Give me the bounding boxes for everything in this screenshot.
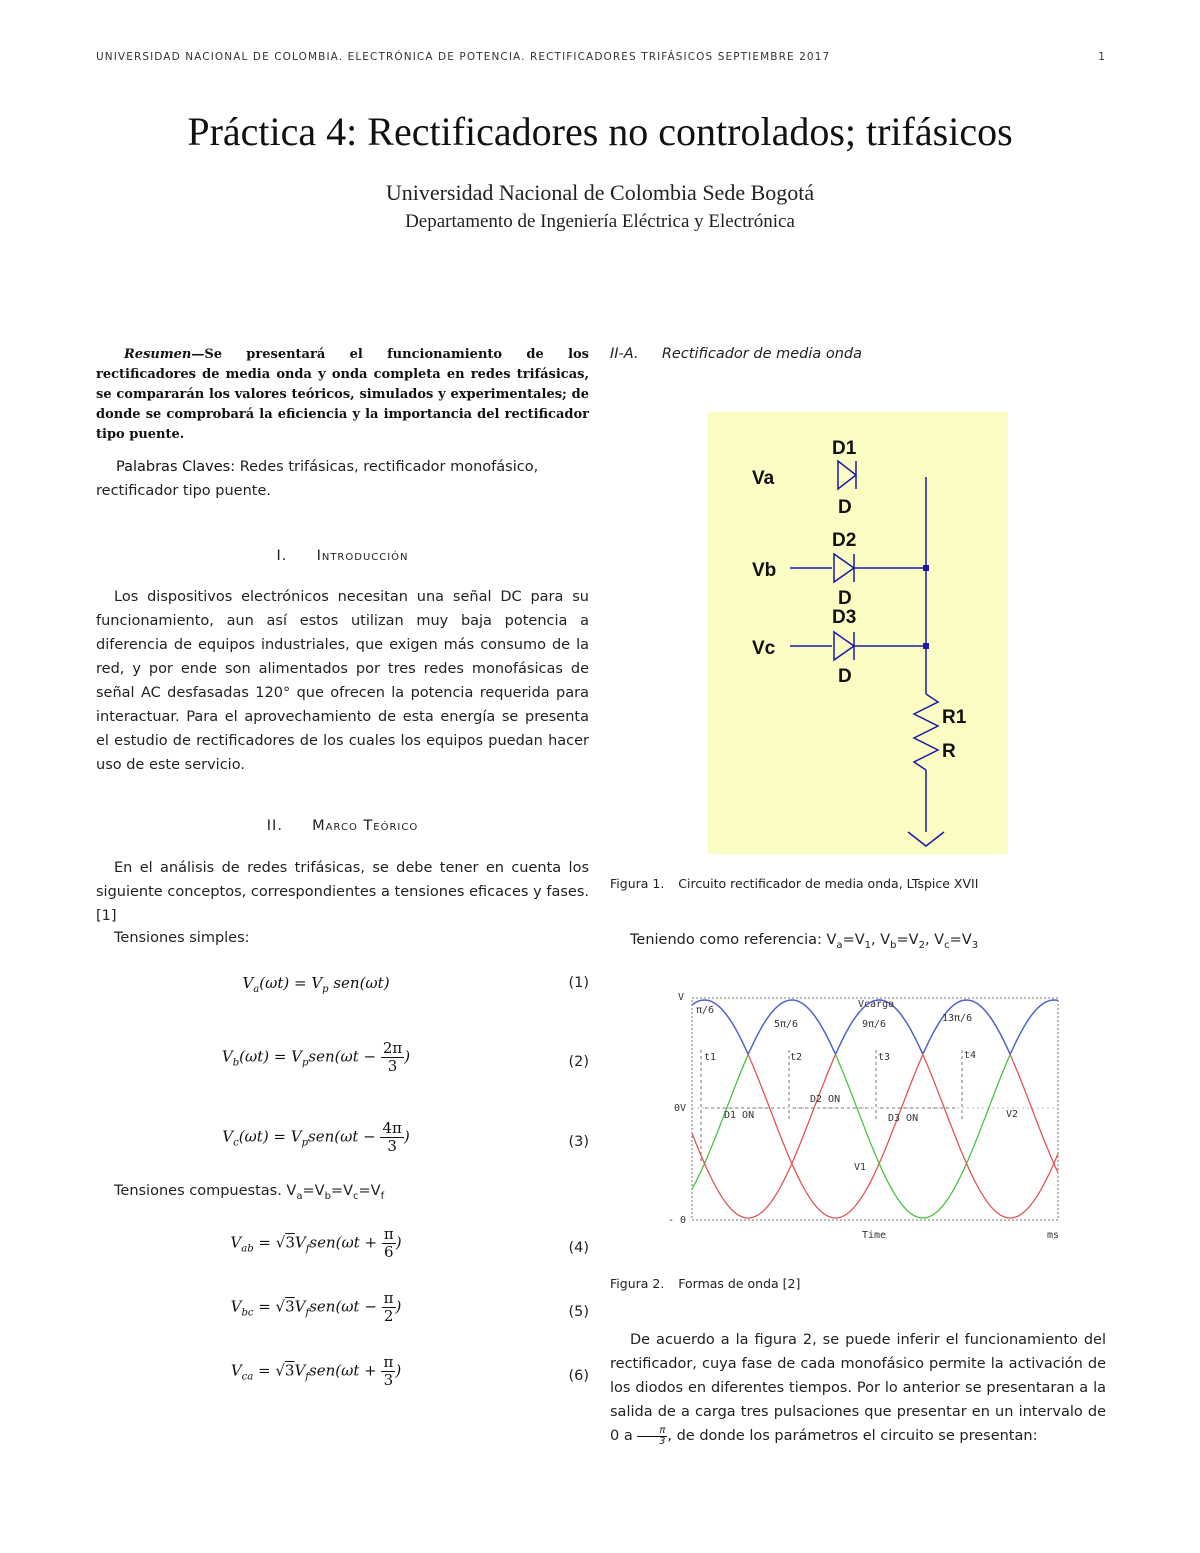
abstract-label: Resumen <box>124 347 192 362</box>
subsection-title: Rectificador de media onda <box>661 346 863 362</box>
subsection-label: II-A. <box>610 346 639 362</box>
compound-voltages-label: Tensiones compuestas. $V_a=V_b=V_c=V_f$ <box>114 1183 385 1202</box>
t1-label: t1 <box>704 1052 717 1063</box>
equation-3: $V_c(\omega t) = V_psen(\omega t$ − $\frac{4\pi}{3}$ ) (3) <box>222 1119 589 1155</box>
angle-label-1: π/6 <box>696 1005 715 1016</box>
running-head-text: UNIVERSIDAD NACIONAL DE COLOMBIA. ELECTRÓNICA DE POTENCIA. RECTIFICADORES TRIFÁSICOS SEPTIEMBRE 2017 <box>96 51 831 63</box>
abstract <box>96 345 589 445</box>
x-end-label: ms <box>1047 1230 1060 1241</box>
label-d1-model: D <box>838 497 852 518</box>
affiliation-university: Universidad Nacional de Colombia Sede Bogotá <box>385 180 815 205</box>
waveform-svg <box>660 990 1070 1250</box>
label-d3-model: D <box>838 666 852 687</box>
t2-label: t2 <box>790 1052 803 1063</box>
ground-symbol <box>908 832 944 846</box>
figure2-caption-label: Figura 2. <box>610 1276 665 1291</box>
resistor-symbol <box>914 694 938 770</box>
plot-frame <box>692 998 1058 1220</box>
diode-d3-symbol <box>834 632 854 660</box>
y-mid-label: 0V <box>674 1103 687 1114</box>
equation-number: (5) <box>568 1304 589 1320</box>
figure2-caption-text: Formas de onda [2] <box>678 1276 801 1291</box>
label-r: R <box>942 741 956 762</box>
wave-v3 <box>692 1000 1058 1218</box>
section-heading-marco-teorico <box>96 818 589 834</box>
label-vc: Vc <box>752 638 776 659</box>
keywords-text: Redes trifásicas, rectificador monofásico, rectificador tipo puente. <box>96 459 539 499</box>
junction-dot <box>923 565 929 571</box>
equation-number: (4) <box>568 1240 589 1256</box>
v1-label: V1 <box>854 1162 867 1173</box>
section-number: I. <box>276 548 288 564</box>
d3-on-label: D3 ON <box>888 1113 919 1124</box>
label-va: Va <box>752 468 775 489</box>
right-paragraph-end: , de donde los parámetros el circuito se presentan: <box>667 1428 1038 1444</box>
figure1-caption <box>610 876 978 891</box>
wave-v1 <box>692 1000 1058 1218</box>
keywords <box>96 455 589 503</box>
equation-2: $V_b(\omega t) = V_psen(\omega t$ − $\frac{2\pi}{3}$ ) (2) <box>221 1039 589 1075</box>
t3-label: t3 <box>878 1052 891 1063</box>
label-d3: D3 <box>832 607 857 628</box>
label-d2-model: D <box>838 588 852 609</box>
label-d2: D2 <box>832 530 857 551</box>
circuit-figure <box>708 412 1008 854</box>
y-bottom-label: - 0 <box>668 1215 687 1226</box>
affiliation-department: Departamento de Ingeniería Eléctrica y Electrónica <box>405 211 795 232</box>
d1-on-label: D1 ON <box>724 1110 755 1121</box>
junction-dot <box>923 643 929 649</box>
label-vb: Vb <box>752 560 777 581</box>
keywords-label: Palabras Claves: <box>116 459 236 475</box>
simple-voltages-label: Tensiones simples: <box>114 930 250 946</box>
diode-d2-symbol <box>834 554 854 582</box>
subsection-heading <box>610 346 862 362</box>
running-head <box>96 51 1106 63</box>
equation-number: (6) <box>568 1368 589 1384</box>
intro-paragraph: Los dispositivos electrónicos necesitan una señal DC para su funcionamiento, aun así estos utilizan muy baja potencia a diferencia de equipos industriales, que exigen más consumo de la red, y por ende son alimentados por tres redes monofásicas de señal AC desfasadas 120° que ofrecen la potencia requerida para interactuar. Para el aprovechamiento de esta energía se presenta el estudio de rectificadores de los cuales los equipos puedan hacer uso de este servicio. <box>96 589 589 773</box>
abstract-text: —Se presentará el funcionamiento de los rectificadores de media onda y onda completa en redes trifásicas, se compararán los valores teóricos, simulados y experimentales; de donde se comprobará la eficiencia y la importancia del rectificador tipo puente. <box>96 347 589 442</box>
compound-label-start: Tensiones compuestas. V <box>114 1183 297 1199</box>
vcarga-label: Vcarga <box>858 999 895 1010</box>
figure2-caption <box>610 1276 800 1291</box>
label-d1: D1 <box>832 438 857 459</box>
equation-number: (2) <box>568 1054 589 1070</box>
x-axis-label: Time <box>862 1230 887 1241</box>
figure1-caption-text: Circuito rectificador de media onda, LTspice XVII <box>678 876 979 891</box>
equation-6: $V_{ca} = √3V_fsen(\omega t$ + $\frac{\pi}{3}$ ) (6) <box>230 1353 589 1389</box>
right-paragraph: De acuerdo a la figura 2, se puede inferir el funcionamiento del rectificador, cuya fase de cada monofásico permite la activación de los diodos en diferentes tiempos. Por lo anterior se presentaran a la salida de a carga tres pulsaciones que presentar en un intervalo de 0 a $\frac{\pi}{3}$ , de donde los parámetros el circuito se presentan: <box>610 1332 1106 1447</box>
section-heading-introduccion <box>96 548 589 564</box>
equation-4: $V_{ab} = √3V_fsen(\omega t$ + $\frac{\pi}{6}$ ) (4) <box>230 1225 589 1261</box>
compound-eq-1: =V <box>302 1183 325 1199</box>
section-title: Marco Teórico <box>312 818 419 834</box>
wave-v2 <box>692 1000 1058 1218</box>
label-r1: R1 <box>942 707 967 728</box>
angle-label-4: 13π/6 <box>942 1013 973 1024</box>
section-title: Introducción <box>316 548 409 564</box>
paper-title: Práctica 4: Rectificadores no controlados; trifásicos <box>187 109 1013 154</box>
waveform-figure <box>660 990 1070 1250</box>
marco-paragraph: En el análisis de redes trifásicas, se debe tener en cuenta los siguiente conceptos, correspondientes a tensiones eficaces y fases.[1] <box>96 860 589 924</box>
equation-number: (3) <box>568 1134 589 1150</box>
t4-label: t4 <box>964 1050 977 1061</box>
y-top-label: V <box>678 992 685 1003</box>
equation-number: (1) <box>568 975 589 991</box>
equation-5: $V_{bc} = √3V_fsen(\omega t$ − $\frac{\pi}{2}$ ) (5) <box>230 1289 589 1325</box>
reference-line: Teniendo como referencia: $V_a=V_1$, $V_b=V_2$, $V_c=V_3$ <box>630 932 979 951</box>
circuit-svg <box>708 412 1008 854</box>
angle-label-3: 9π/6 <box>862 1019 887 1030</box>
v2-label: V2 <box>1006 1109 1019 1120</box>
equation-1: $V_a(\omega t) = V_p$ sen(ωt) (1) <box>242 974 589 995</box>
figure1-caption-label: Figura 1. <box>610 876 665 891</box>
angle-label-2: 5π/6 <box>774 1019 799 1030</box>
d2-on-label: D2 ON <box>810 1094 841 1105</box>
reference-text: Teniendo como referencia: V <box>630 932 837 948</box>
section-number: II. <box>266 818 283 834</box>
right-paragraph-text: De acuerdo a la figura 2, se puede inferir el funcionamiento del rectificador, cuya fase de cada monofásico permite la activación de los diodos en diferentes tiempos. Por lo anterior se presentaran a la salida de a carga tres pulsaciones que presentar en un intervalo de 0 a <box>610 1332 1106 1444</box>
page-number: 1 <box>1098 51 1106 63</box>
diode-d1-symbol <box>838 461 856 489</box>
